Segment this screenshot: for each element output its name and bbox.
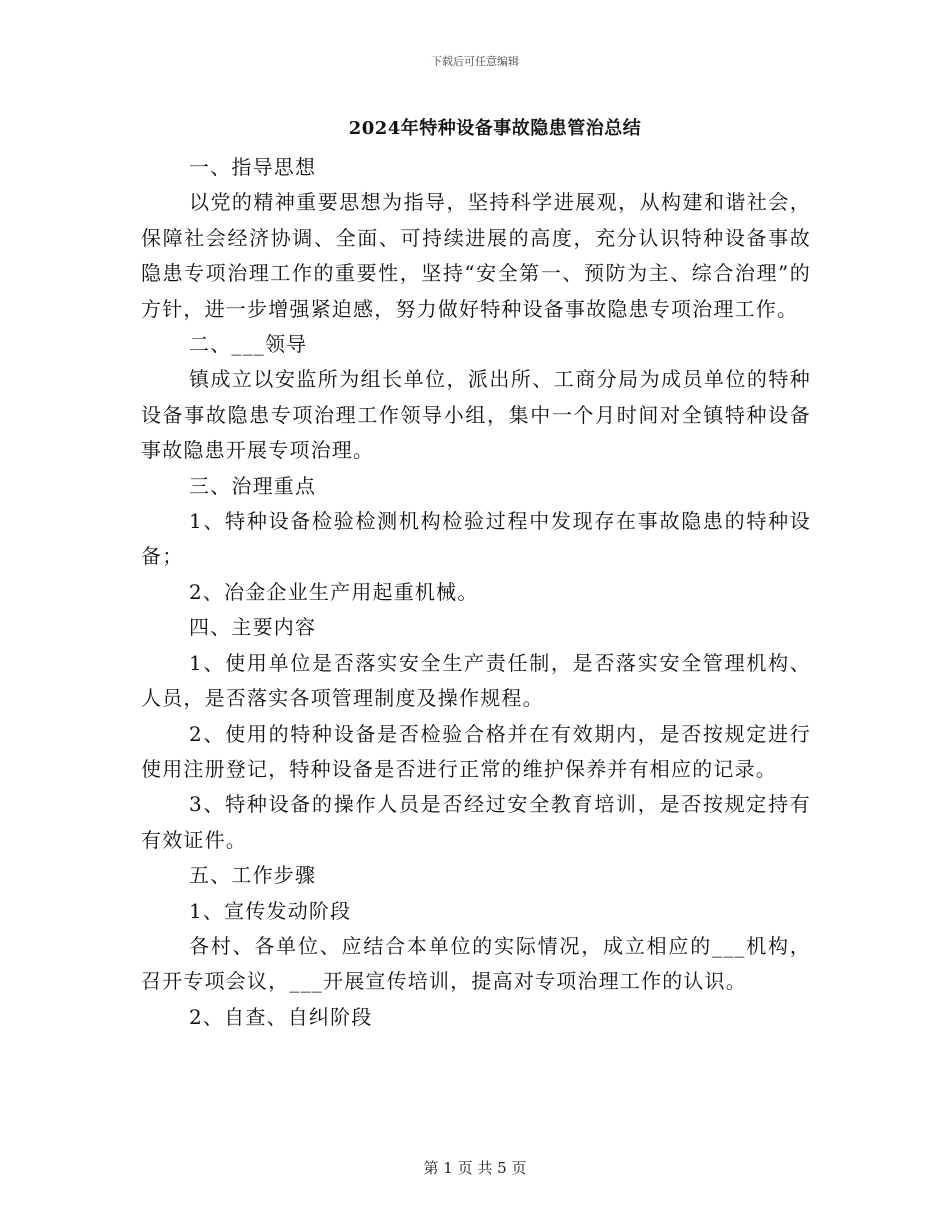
paragraph-key-point-2: 2、冶金企业生产用起重机械。: [189, 579, 479, 604]
document-title: 2024年特种设备事故隐患管治总结: [348, 118, 642, 139]
paragraph-content-3: 3、特种设备的操作人员是否经过安全教育培训，是否按规定持有有效证件。: [141, 792, 811, 852]
section-heading-key-points: 三、治理重点: [189, 473, 317, 498]
subheading-step-2: 2、自查、自纠阶段: [189, 1004, 373, 1029]
paragraph-guiding-ideology: 以党的精神重要思想为指导，坚持科学进展观，从构建和谐社会，保障社会经济协调、全面、可持续进展的高度，充分认识特种设备事故隐患专项治理工作的重要性，坚持“安全第一、预防为主、综合治理”的方针，进一步增强紧迫感，努力做好特种设备事故隐患专项治理工作。: [141, 190, 811, 321]
section-heading-work-steps: 五、工作步骤: [189, 863, 317, 888]
header-note: 下载后可任意编辑: [431, 55, 519, 68]
section-heading-leadership: 二、___领导: [189, 332, 308, 357]
page-number: 第 1 页 共 5 页: [423, 1159, 527, 1177]
document-body: [141, 150, 811, 1035]
paragraph-content-2: 2、使用的特种设备是否检验合格并在有效期内，是否按规定进行使用注册登记，特种设备是否进行正常的维护保养并有相应的记录。: [141, 721, 811, 781]
section-heading-main-content: 四、主要内容: [189, 615, 317, 640]
paragraph-content-1: 1、使用单位是否落实安全生产责任制，是否落实安全管理机构、人员，是否落实各项管理制度及操作规程。: [141, 650, 811, 711]
paragraph-step-1: 各村、各单位、应结合本单位的实际情况，成立相应的___机构，召开专项会议，___开展宣传培训，提高对专项治理工作的认识。: [141, 933, 811, 994]
paragraph-leadership: 镇成立以安监所为组长单位，派出所、工商分局为成员单位的特种设备事故隐患专项治理工作领导小组，集中一个月时间对全镇特种设备事故隐患开展专项治理。: [141, 367, 811, 463]
subheading-step-1: 1、宣传发动阶段: [189, 898, 352, 923]
section-heading-guiding-ideology: 一、指导思想: [189, 155, 317, 179]
paragraph-key-point-1: 1、特种设备检验检测机构检验过程中发现存在事故隐患的特种设备；: [141, 509, 811, 569]
